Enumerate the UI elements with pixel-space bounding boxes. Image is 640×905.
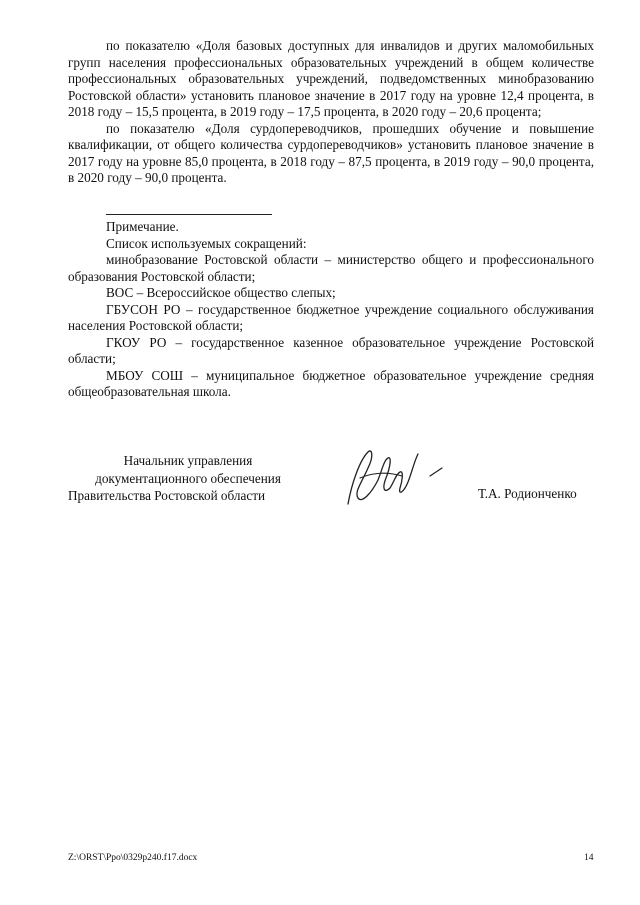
abbreviations-title: Список используемых сокращений: [106, 235, 307, 251]
separator-line [106, 214, 272, 215]
abbreviation-item: ВОС – Всероссийское общество слепых; [106, 285, 336, 300]
abbreviation-item: МБОУ СОШ – муниципальное бюджетное образовательное учреждение средняя общеобразовательная школа. [68, 367, 594, 399]
note-title: Примечание. [106, 219, 179, 234]
abbreviation-item: минобразование Ростовской области – министерство общего и профессионального образования Ростовской области; [68, 252, 594, 284]
notes-section [68, 219, 594, 401]
indicators-section [68, 38, 594, 187]
position-line-1: Начальник управления [123, 453, 253, 468]
indicator-paragraph-2: по показателю «Доля сурдопереводчиков, прошедших обучение и повышение квалификации, от общего количества сурдопереводчиков» установить плановое значение в 2017 году на уровне 85,0 процента, в 2018 году – 87,5 процента, в 2019 году – 90,0 процента, в 2020 году – 90,0 процента. [68, 120, 594, 185]
position-line-3: Правительства Ростовской области [68, 488, 266, 503]
signatory-position [68, 452, 308, 505]
position-line-2: документационного обеспечения [95, 470, 281, 486]
abbreviation-item: ГКОУ РО – государственное казенное образовательное учреждение Ростовской области; [68, 334, 594, 366]
handwritten-signature [338, 442, 450, 514]
indicator-paragraph-1: по показателю «Доля базовых доступных для инвалидов и других маломобильных групп населения профессиональных образовательных учреждений в общем количестве профессиональных образовательных учреждений, подведомственных минобразованию Ростовской области» установить плановое значение в 2017 году на уровне 12,4 процента, в 2018 году – 15,5 процента, в 2019 году – 17,5 процента, в 2020 году – 20,6 процента; [68, 38, 594, 119]
abbreviation-item: ГБУСОН РО – государственное бюджетное учреждение социального обслуживания населения Ростовской области; [68, 301, 594, 333]
page-number: 14 [584, 853, 594, 863]
signatory-name: Т.А. Родионченко [478, 486, 577, 501]
file-path: Z:\ORST\Ppo\0329p240.f17.docx [68, 853, 198, 863]
